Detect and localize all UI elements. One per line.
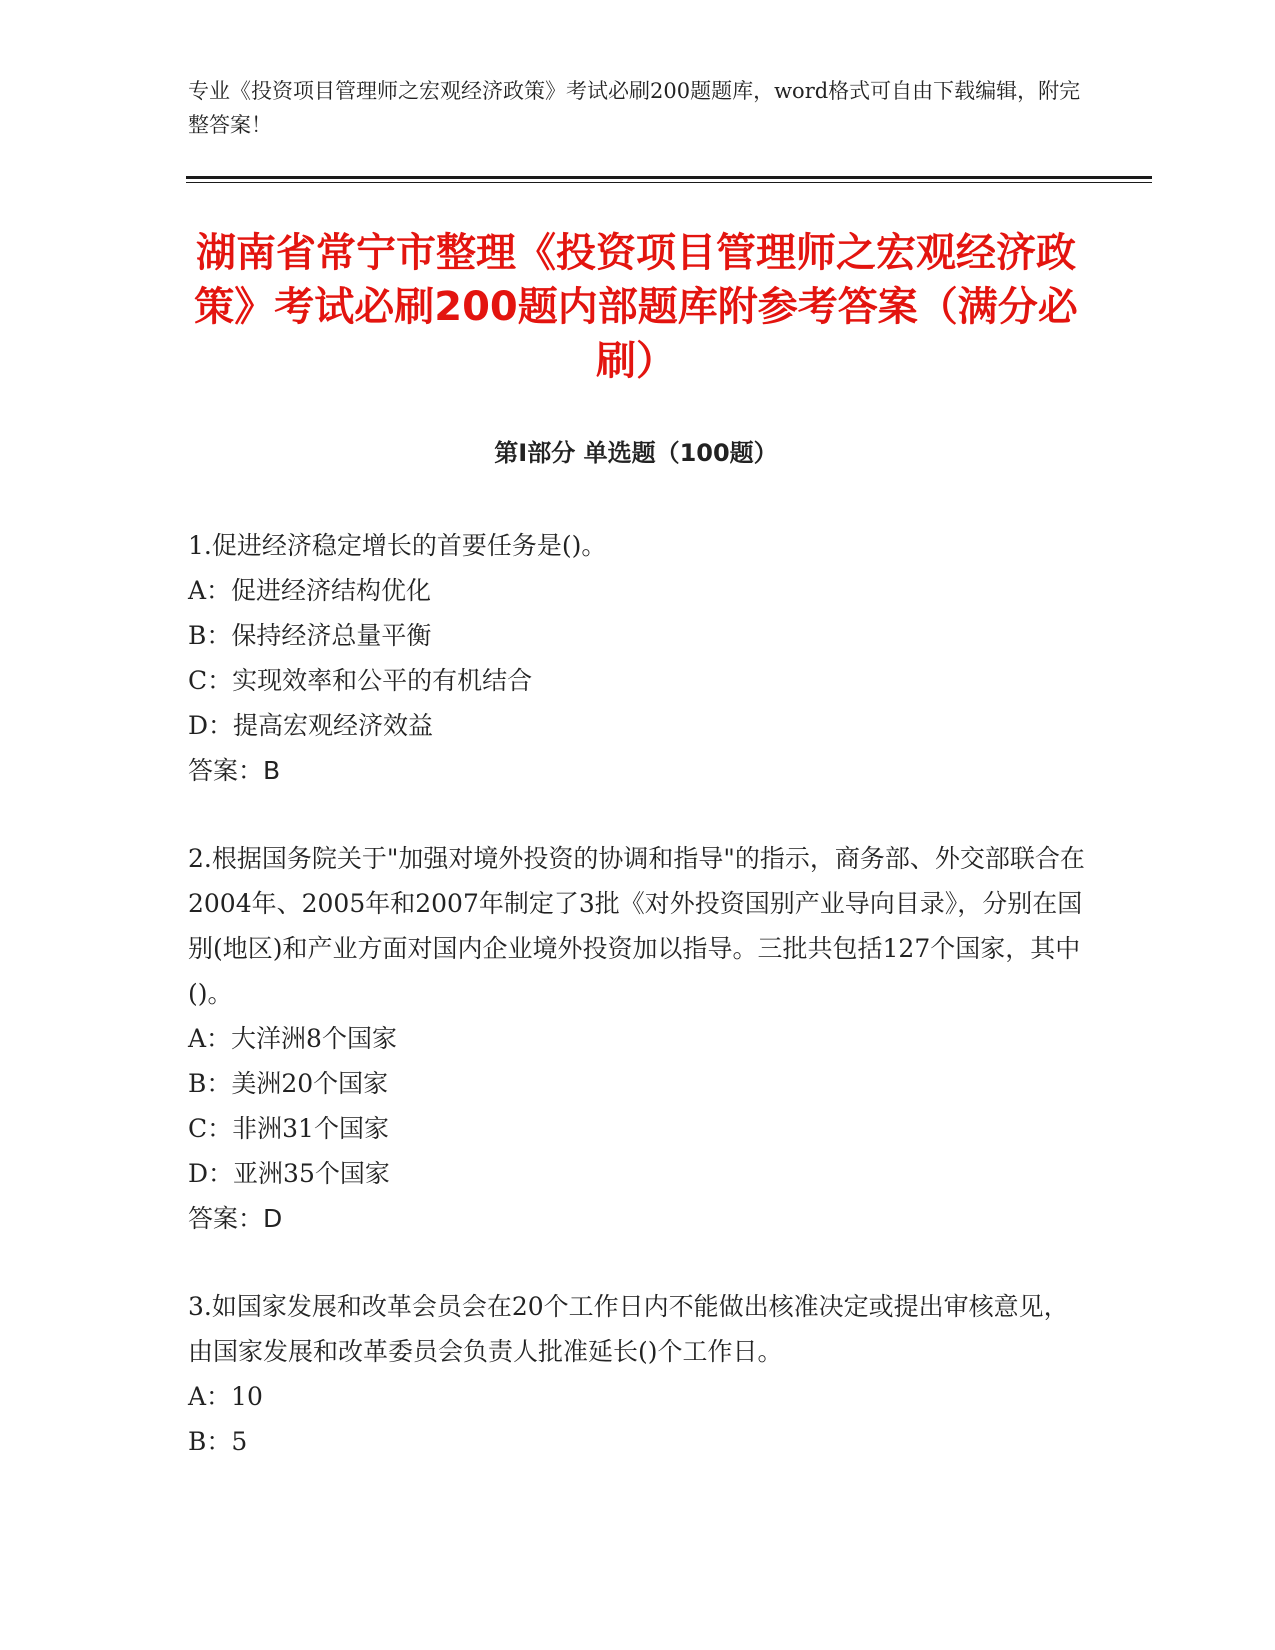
question-item [188,1284,1088,1464]
question-item [188,836,1088,1241]
question-list [188,523,1088,1507]
option-c: C：实现效率和公平的有机结合 [188,666,533,695]
option-b: B：5 [188,1427,248,1456]
header-divider-thick [186,176,1152,179]
answer-key: 答案：B [188,756,281,785]
question-item [188,523,1088,793]
option-a: A：大洋洲8个国家 [188,1024,397,1053]
option-b: B：美洲20个国家 [188,1069,389,1098]
header-note: 专业《投资项目管理师之宏观经济政策》考试必刷200题题库，word格式可自由下载编辑，附完整答案！ [188,79,1081,137]
option-c: C：非洲31个国家 [188,1114,389,1143]
question-stem: 1.促进经济稳定增长的首要任务是()。 [188,531,607,560]
header-divider-thin [186,182,1152,183]
option-a: A：10 [188,1382,263,1411]
option-d: D：提高宏观经济效益 [188,711,434,740]
answer-key: 答案：D [188,1204,283,1233]
question-stem: 3.如国家发展和改革会员会在20个工作日内不能做出核准决定或提出审核意见，由国家发展和改革委员会负责人批准延长()个工作日。 [188,1292,1069,1366]
question-stem: 2.根据国务院关于"加强对境外投资的协调和指导"的指示，商务部、外交部联合在2004年、2005年和2007年制定了3批《对外投资国别产业导向目录》，分别在国别(地区)和产业方面对国内企业境外投资加以指导。三批共包括127个国家，其中()。 [188,844,1085,1008]
option-d: D：亚洲35个国家 [188,1159,390,1188]
document-title: 湖南省常宁市整理《投资项目管理师之宏观经济政策》考试必刷200题内部题库附参考答案（满分必刷） [194,230,1078,384]
section-heading: 第I部分 单选题（100题） [494,439,778,467]
option-a: A：促进经济结构优化 [188,576,432,605]
option-b: B：保持经济总量平衡 [188,621,432,650]
